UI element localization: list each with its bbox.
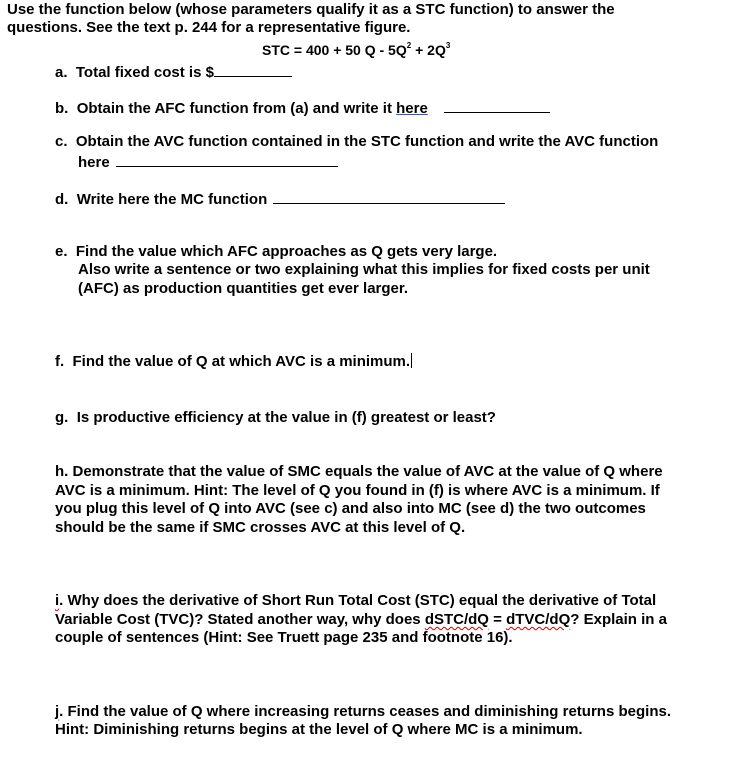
question-c: c. Obtain the AVC function contained in the STC function and write the AVC function <box>55 133 659 150</box>
question-i-label: i <box>55 592 60 609</box>
question-e-label: e. <box>55 243 68 260</box>
question-j: j. Find the value of Q where increasing returns ceases and diminishing returns begins. <box>55 703 671 720</box>
question-f: f. Find the value of Q at which AVC is a minimum. <box>55 353 411 370</box>
here-link[interactable]: here <box>396 100 428 117</box>
question-h-line-1: h. Demonstrate that the value of SMC equals the value of AVC at the value of Q where <box>55 463 663 480</box>
question-c-label: c. <box>55 133 68 150</box>
question-d: d. Write here the MC function <box>55 188 505 209</box>
answer-blank-d[interactable] <box>273 188 505 204</box>
question-i-line-3: couple of sentences (Hint: See Truett page 235 and footnote 16). <box>55 629 513 646</box>
stc-equation: STC = 400 + 50 $Q - 5Q^2 + 2Q^3$ <box>262 41 451 58</box>
derivative-tvc: dTVC/dQ <box>506 611 571 628</box>
question-i-line-2: Variable Cost (TVC)? Stated another way, why does dSTC/dQ = dTVC/dQ? Explain in a <box>55 611 667 628</box>
question-g: g. Is productive efficiency at the value in (f) greatest or least? <box>55 409 496 426</box>
intro-line-2: questions. See the text p. 244 for a representative figure. <box>7 19 411 36</box>
question-e: e. Find the value which AFC approaches as Q gets very large. <box>55 243 498 260</box>
question-i: i. Why does the derivative of Short Run Total Cost (STC) equal the derivative of Total <box>55 592 657 609</box>
question-h-line-3: you plug this level of Q into AVC (see c) and also into MC (see d) the two outcomes <box>55 500 646 517</box>
question-f-label: f. <box>55 353 65 370</box>
question-j-line-2: Hint: Diminishing returns begins at the level of Q where MC is a minimum. <box>55 721 583 738</box>
question-h-line-4: should be the same if SMC crosses AVC at this level of Q. <box>55 519 466 536</box>
text-cursor <box>411 353 412 368</box>
answer-blank-a[interactable] <box>214 61 292 77</box>
question-a: a. Total fixed cost is $ <box>55 61 292 82</box>
answer-blank-c[interactable] <box>116 151 338 167</box>
question-e-line-3: (AFC) as production quantities get ever larger. <box>78 280 409 297</box>
question-g-label: g. <box>55 409 69 426</box>
question-a-label: a. <box>55 64 68 81</box>
question-d-label: d. <box>55 191 69 208</box>
question-b-label: b. <box>55 100 69 117</box>
derivative-stc: dSTC/dQ <box>424 611 489 628</box>
answer-blank-b[interactable] <box>444 97 550 113</box>
intro-line-1: Use the function below (whose parameters qualify it as a STC function) to answer the <box>7 1 615 18</box>
question-e-line-2: Also write a sentence or two explaining what this implies for fixed costs per unit <box>78 261 650 278</box>
question-h-line-2: AVC is a minimum. Hint: The level of Q you found in (f) is where AVC is a minimum. If <box>55 482 660 499</box>
question-j-label: j <box>55 703 60 720</box>
question-c-line-2: here <box>78 151 338 172</box>
question-b: b. Obtain the AFC function from (a) and write it here <box>55 97 550 118</box>
